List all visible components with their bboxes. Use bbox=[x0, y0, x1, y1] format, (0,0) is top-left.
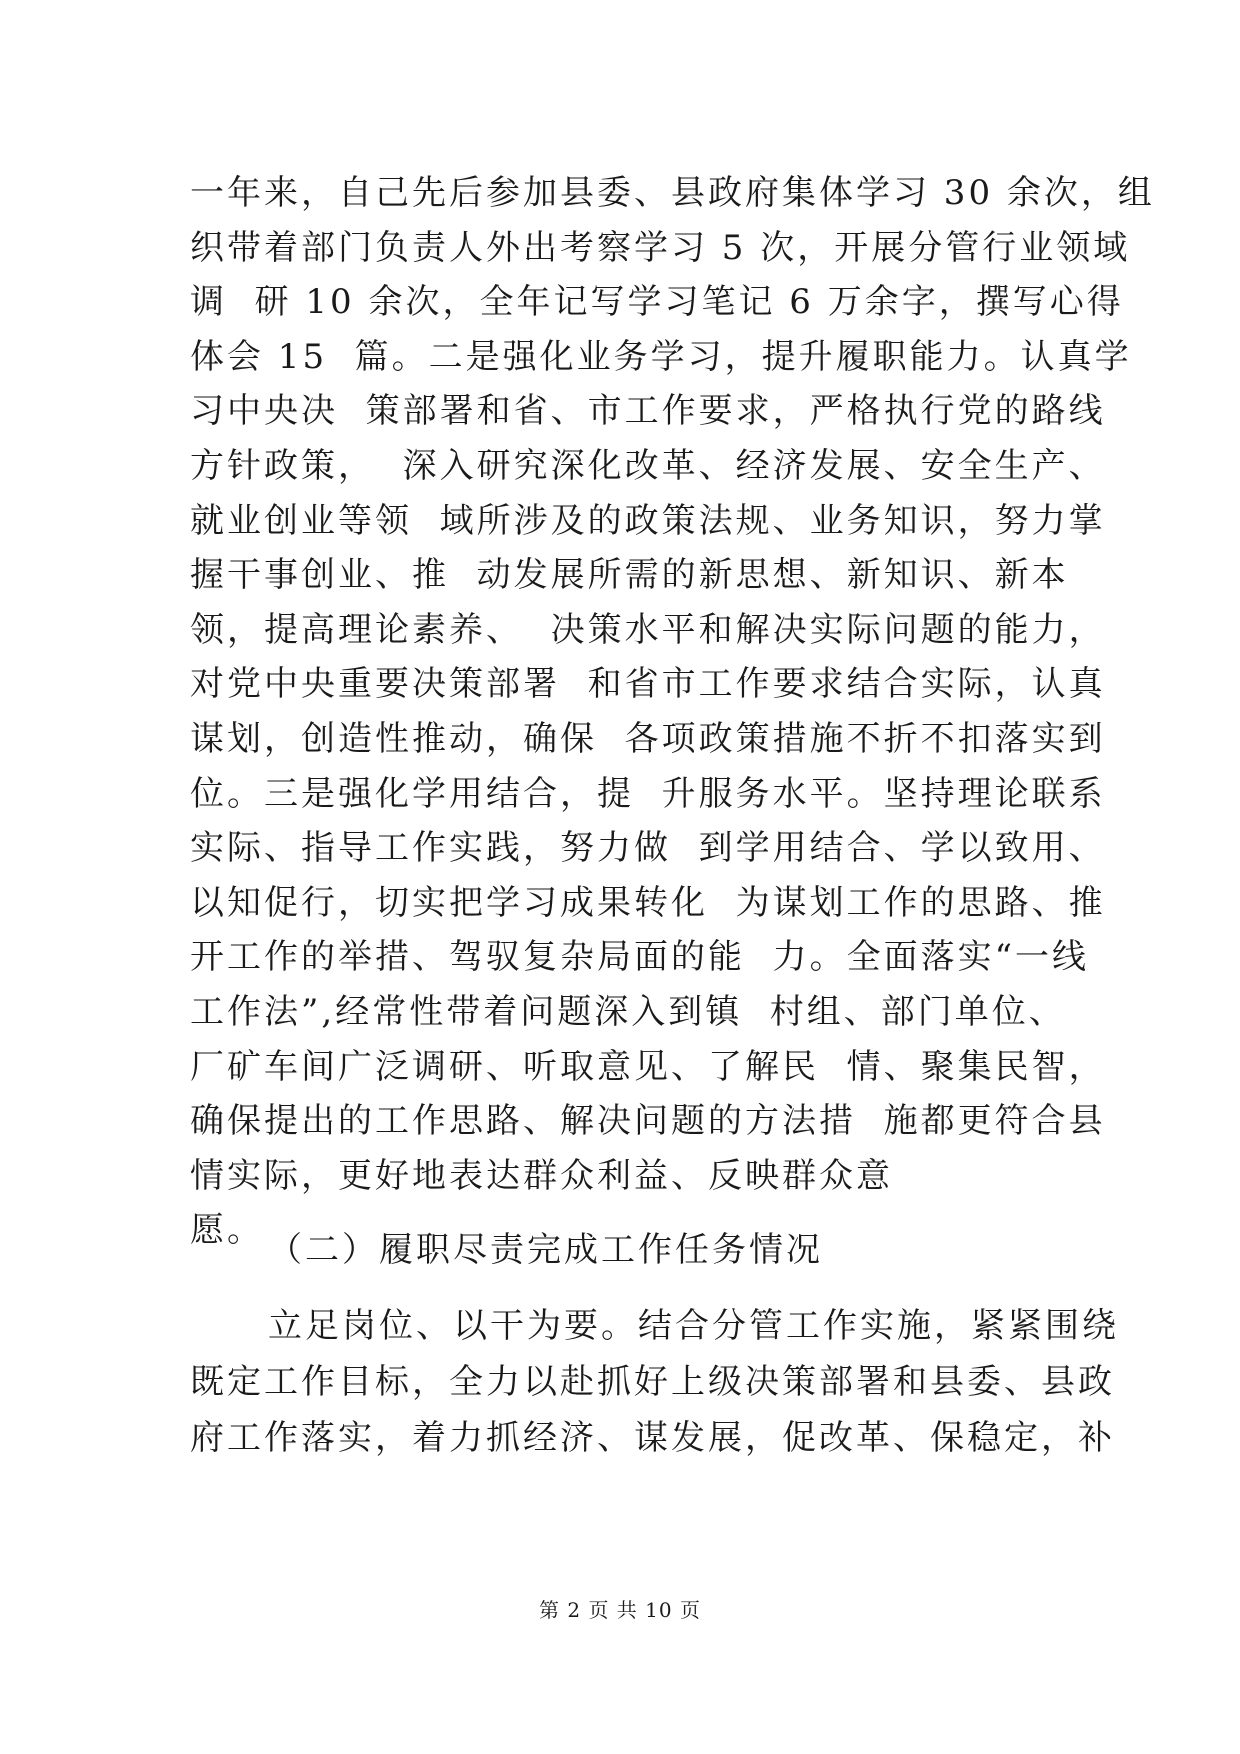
text-line: 厂矿车间广泛调研、听取意见、了解民 情、聚集民智， bbox=[190, 1046, 1106, 1087]
text-line: 开工作的举措、驾驭复杂局面的能 力。全面落实“一线 bbox=[190, 937, 1089, 978]
text-line: 习中央决 策部署和省、市工作要求，严格执行党的路线 bbox=[190, 391, 1106, 432]
paragraph-2 bbox=[190, 1298, 1119, 1466]
text-line: 体会 15 篇。二是强化业务学习，提升履职能力。认真学 bbox=[190, 336, 1132, 377]
paragraph-1 bbox=[190, 166, 1155, 1258]
text-line: 确保提出的工作思路、解决问题的方法措 施都更符合县 bbox=[190, 1101, 1106, 1142]
text-line: 就业创业等领 域所涉及的政策法规、业务知识，努力掌 bbox=[190, 500, 1106, 541]
text-line: 愿。 bbox=[190, 1210, 264, 1251]
text-line: 府工作落实，着力抓经济、谋发展，促改革、保稳定，补 bbox=[190, 1418, 1115, 1458]
page-footer: 第 2 页 共 10 页 bbox=[539, 1598, 701, 1622]
text-line: 位。三是强化学用结合，提 升服务水平。坚持理论联系 bbox=[190, 773, 1106, 814]
text-line: 对党中央重要决策部署 和省市工作要求结合实际，认真 bbox=[190, 664, 1106, 705]
text-line: 握干事创业、推 动发展所需的新思想、新知识、新本 bbox=[190, 555, 1069, 596]
text-line: 谋划，创造性推动，确保 各项政策措施不折不扣落实到 bbox=[190, 718, 1106, 759]
text-line: 方针政策， 深入研究深化改革、经济发展、安全生产、 bbox=[190, 445, 1106, 486]
text-line: 工作法”,经常性带着问题深入到镇 村组、部门单位、 bbox=[190, 991, 1066, 1032]
text-line: 领，提高理论素养、 决策水平和解决实际问题的能力， bbox=[190, 609, 1106, 650]
text-line: 织带着部门负责人外出考察学习 5 次，开展分管行业领域 bbox=[190, 227, 1131, 268]
text-line: 情实际，更好地表达群众利益、反映群众意 bbox=[190, 1155, 893, 1196]
section-heading: （二）履职尽责完成工作任务情况 bbox=[268, 1230, 823, 1270]
text-line: 调 研 10 余次，全年记写学习笔记 6 万余字，撰写心得 bbox=[190, 282, 1124, 323]
text-line: 以知促行，切实把学习成果转化 为谋划工作的思路、推 bbox=[190, 882, 1106, 923]
text-line: 既定工作目标，全力以赴抓好上级决策部署和县委、县政 bbox=[190, 1362, 1115, 1402]
text-line: 实际、指导工作实践，努力做 到学用结合、学以致用、 bbox=[190, 828, 1106, 869]
text-line: 立足岗位、以干为要。结合分管工作实施，紧紧围绕 bbox=[268, 1306, 1119, 1346]
text-line: 一年来，自己先后参加县委、县政府集体学习 30 余次，组 bbox=[190, 173, 1155, 213]
